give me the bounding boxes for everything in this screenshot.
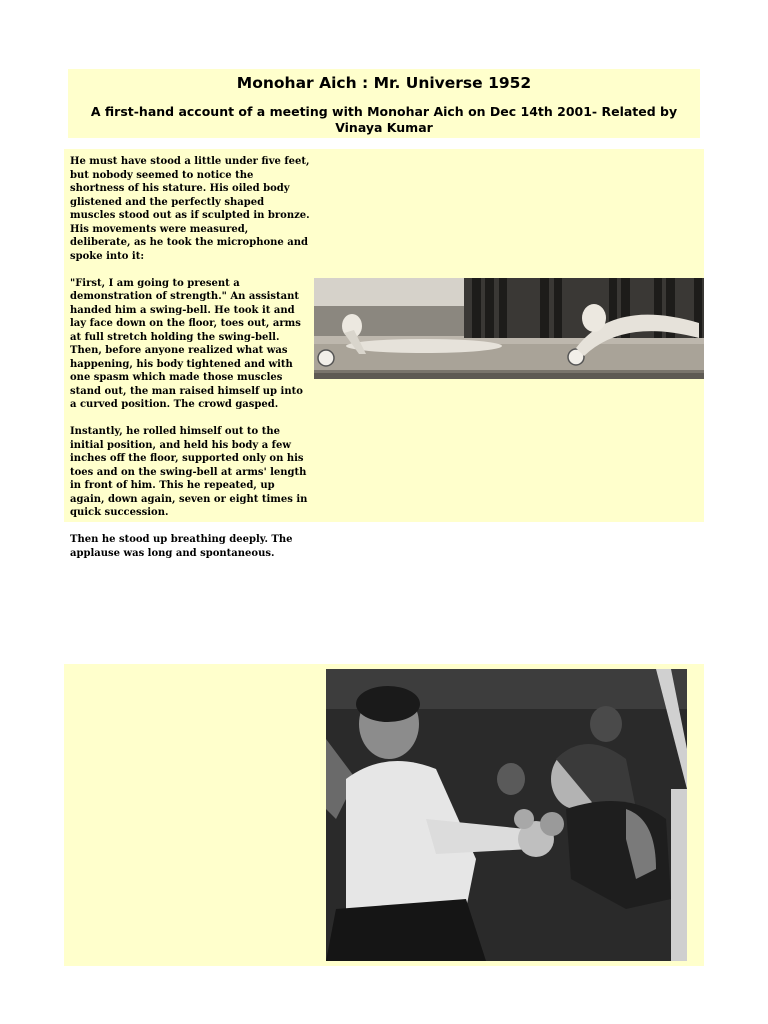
paragraph-1: He must have stood a little under five feet, but nobody seemed to notice the shortness of his stature. His oiled body glistened and the perfectly shaped muscles stood out as if sculpted in bronze. His movements were measured, deliberate, as he took the microphone and spoke into it: <box>70 156 310 262</box>
title-banner <box>68 69 700 138</box>
page-title: Monohar Aich : Mr. Universe 1952 <box>236 74 532 92</box>
article-text <box>70 155 311 574</box>
paragraph-3: Instantly, he rolled himself out to the initial position, and held his body a few inches off the floor, supported only on his toes and on the swing-bell at arms' length in front of him. This he repeated, up again, down again, seven or eight times in quick succession. <box>70 426 308 518</box>
article-section <box>64 149 704 559</box>
pushup-demonstration-photo <box>314 278 704 379</box>
photo-section <box>64 664 704 966</box>
paragraph-2: "First, I am going to present a demonstration of strength." An assistant handed him a swing-bell. He took it and lay face down on the floor, toes out, arms at full stretch holding the swing-bell. Then, before anyone realized what was happening, his body tightened and with one spasm which made those muscles stand out, the man raised himself up into a curved position. The crowd gasped. <box>70 277 303 410</box>
paragraph-4: Then he stood up breathing deeply. The applause was long and spontaneous. <box>70 534 293 559</box>
presentation-photo <box>326 669 687 961</box>
page-subtitle: A first-hand account of a meeting with Monohar Aich on Dec 14th 2001- Related by Vinaya Kumar <box>90 104 678 135</box>
